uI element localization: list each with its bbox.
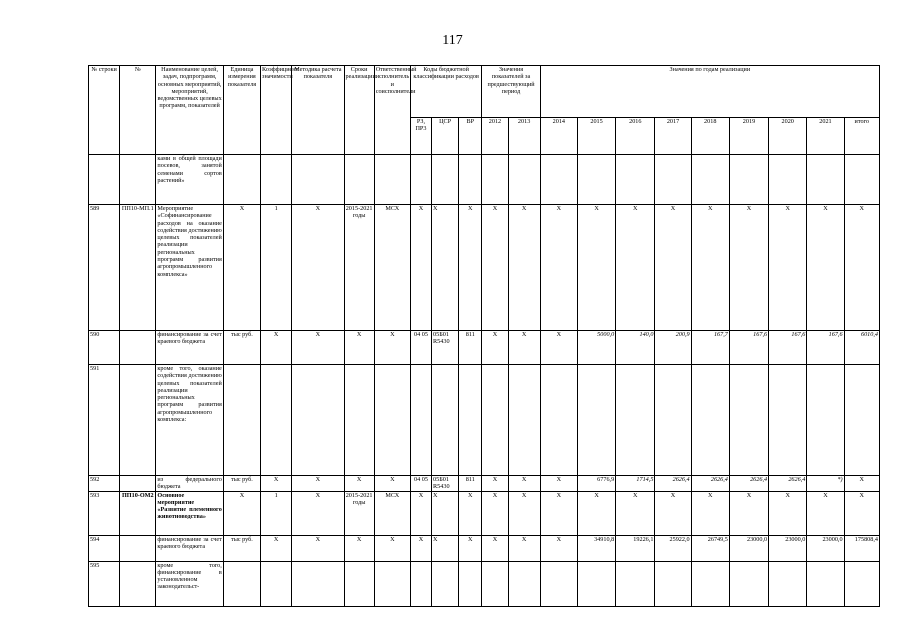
- cell-y2016: 140,0: [616, 331, 655, 365]
- cell-y2013: Х: [508, 205, 540, 331]
- cell-method: [292, 155, 344, 205]
- cell-total: Х: [844, 205, 879, 331]
- cell-unit: Х: [223, 205, 260, 331]
- cell-y2012: [482, 155, 508, 205]
- cell-no: ПП10-ОМ2: [120, 491, 156, 535]
- cell-csr: Х: [432, 535, 459, 561]
- col-header-vr: ВР: [459, 118, 482, 155]
- cell-coef: Х: [261, 331, 292, 365]
- cell-total: 6010,4: [844, 331, 879, 365]
- cell-y2021: Х: [807, 205, 844, 331]
- col-header-2020: 2020: [769, 118, 807, 155]
- cell-line: 593: [89, 491, 120, 535]
- cell-y2014: [540, 155, 577, 205]
- table-row: [89, 535, 880, 561]
- col-header-no: №: [120, 66, 156, 155]
- cell-y2015: 5000,0: [577, 331, 615, 365]
- cell-y2021: Х: [807, 491, 844, 535]
- table-row: [89, 365, 880, 476]
- cell-rz: [410, 365, 431, 476]
- cell-method: Х: [292, 205, 344, 331]
- cell-y2015: Х: [577, 491, 615, 535]
- cell-y2014: Х: [540, 331, 577, 365]
- cell-y2016: 1714,5: [616, 476, 655, 492]
- cell-y2013: Х: [508, 331, 540, 365]
- cell-coef: Х: [261, 476, 292, 492]
- cell-rz: [410, 155, 431, 205]
- table-row: [89, 476, 880, 492]
- cell-y2019: 23000,0: [729, 535, 768, 561]
- cell-rz: Х: [410, 205, 431, 331]
- col-header-2017: 2017: [655, 118, 691, 155]
- cell-y2012: Х: [482, 331, 508, 365]
- col-header-codes: Коды бюджетной классификации расходов: [410, 66, 481, 118]
- cell-no: [120, 535, 156, 561]
- cell-no: [120, 561, 156, 606]
- cell-csr: [432, 561, 459, 606]
- cell-line: 591: [89, 365, 120, 476]
- cell-rz: [410, 561, 431, 606]
- cell-y2020: 167,6: [769, 331, 807, 365]
- cell-csr: [432, 155, 459, 205]
- cell-coef: [261, 561, 292, 606]
- cell-y2020: [769, 365, 807, 476]
- cell-line: 594: [89, 535, 120, 561]
- cell-vr: 811: [459, 331, 482, 365]
- cell-resp: МСХ: [374, 491, 410, 535]
- program-table: [88, 65, 880, 607]
- cell-line: 595: [89, 561, 120, 606]
- cell-y2016: Х: [616, 491, 655, 535]
- cell-y2019: 2626,4: [729, 476, 768, 492]
- cell-line: 590: [89, 331, 120, 365]
- table-row: [89, 331, 880, 365]
- cell-resp: [374, 155, 410, 205]
- cell-total: Х: [844, 491, 879, 535]
- cell-y2020: Х: [769, 205, 807, 331]
- cell-unit: тыс руб.: [223, 331, 260, 365]
- cell-y2018: Х: [691, 205, 729, 331]
- cell-unit: тыс руб.: [223, 476, 260, 492]
- cell-y2013: [508, 365, 540, 476]
- cell-period: [344, 155, 374, 205]
- cell-unit: [223, 155, 260, 205]
- cell-line: 592: [89, 476, 120, 492]
- cell-y2014: Х: [540, 535, 577, 561]
- cell-rz: Х: [410, 535, 431, 561]
- cell-y2020: [769, 561, 807, 606]
- cell-y2014: Х: [540, 205, 577, 331]
- cell-no: ПП10-МП.1: [120, 205, 156, 331]
- cell-y2021: *): [807, 476, 844, 492]
- cell-period: 2015-2021 годы: [344, 491, 374, 535]
- cell-no: [120, 365, 156, 476]
- cell-y2014: [540, 561, 577, 606]
- cell-y2018: [691, 561, 729, 606]
- col-header-2014: 2014: [540, 118, 577, 155]
- cell-y2019: [729, 155, 768, 205]
- cell-y2013: Х: [508, 491, 540, 535]
- cell-y2014: [540, 365, 577, 476]
- cell-y2015: [577, 561, 615, 606]
- cell-coef: Х: [261, 535, 292, 561]
- cell-y2019: Х: [729, 491, 768, 535]
- cell-y2013: [508, 561, 540, 606]
- cell-csr: Х: [432, 491, 459, 535]
- cell-period: Х: [344, 476, 374, 492]
- cell-y2017: 200,9: [655, 331, 691, 365]
- cell-y2014: Х: [540, 476, 577, 492]
- cell-y2013: Х: [508, 476, 540, 492]
- col-header-total: итого: [844, 118, 879, 155]
- cell-y2017: [655, 561, 691, 606]
- col-header-csr: ЦСР: [432, 118, 459, 155]
- cell-unit: Х: [223, 491, 260, 535]
- cell-y2018: Х: [691, 491, 729, 535]
- table-row: [89, 561, 880, 606]
- col-header-2013: 2013: [508, 118, 540, 155]
- table-row: [89, 491, 880, 535]
- cell-y2018: 167,7: [691, 331, 729, 365]
- cell-y2015: 6776,9: [577, 476, 615, 492]
- cell-period: [344, 365, 374, 476]
- cell-y2014: Х: [540, 491, 577, 535]
- page-number: 117: [442, 33, 463, 48]
- cell-y2018: 26749,5: [691, 535, 729, 561]
- col-header-coef: Коэффициент значимости: [261, 66, 292, 155]
- cell-y2020: [769, 155, 807, 205]
- cell-csr: Х: [432, 205, 459, 331]
- cell-y2016: [616, 365, 655, 476]
- cell-resp: Х: [374, 535, 410, 561]
- table-row: [89, 205, 880, 331]
- cell-name: ками в общей площади посевов, занятой семенами сортов растений»: [156, 155, 223, 205]
- cell-y2016: 19226,1: [616, 535, 655, 561]
- cell-y2020: Х: [769, 491, 807, 535]
- cell-method: Х: [292, 491, 344, 535]
- cell-vr: [459, 155, 482, 205]
- cell-y2021: [807, 155, 844, 205]
- cell-vr: [459, 365, 482, 476]
- col-header-years: Значения по годам реализации: [540, 66, 879, 118]
- cell-resp: Х: [374, 331, 410, 365]
- cell-y2017: 25922,0: [655, 535, 691, 561]
- cell-y2012: Х: [482, 476, 508, 492]
- cell-resp: [374, 365, 410, 476]
- cell-period: Х: [344, 331, 374, 365]
- table-header-row: [89, 66, 880, 118]
- cell-y2017: 2626,4: [655, 476, 691, 492]
- cell-vr: Х: [459, 535, 482, 561]
- cell-name: кроме того, оказание содействия достижению целевых показателей реализации региональных программ развития агропромышленного комплекса:: [156, 365, 223, 476]
- col-header-resp: Ответственный исполнитель и соисполнители: [374, 66, 410, 155]
- cell-y2015: 34910,8: [577, 535, 615, 561]
- cell-total: Х: [844, 476, 879, 492]
- cell-coef: 1: [261, 491, 292, 535]
- cell-y2017: Х: [655, 491, 691, 535]
- cell-name: Мероприятие «Софинансирование расходов на оказание содействия достижению целевых показателей реализации региональных программ развития агропромышленного комплекса»: [156, 205, 223, 331]
- col-header-2021: 2021: [807, 118, 844, 155]
- col-header-unit: Единица измерения показателя: [223, 66, 260, 155]
- cell-total: 175808,4: [844, 535, 879, 561]
- cell-coef: [261, 155, 292, 205]
- cell-y2018: [691, 155, 729, 205]
- cell-rz: Х: [410, 491, 431, 535]
- cell-method: Х: [292, 535, 344, 561]
- cell-no: [120, 331, 156, 365]
- cell-y2016: [616, 155, 655, 205]
- cell-name: финансирование за счет краевого бюджета: [156, 535, 223, 561]
- cell-y2021: [807, 365, 844, 476]
- cell-vr: Х: [459, 491, 482, 535]
- cell-y2015: Х: [577, 205, 615, 331]
- col-header-2016: 2016: [616, 118, 655, 155]
- col-header-2018: 2018: [691, 118, 729, 155]
- cell-unit: [223, 561, 260, 606]
- col-header-row-no: № строки: [89, 66, 120, 155]
- cell-vr: 811: [459, 476, 482, 492]
- cell-y2019: 167,6: [729, 331, 768, 365]
- cell-period: [344, 561, 374, 606]
- cell-y2020: 23000,0: [769, 535, 807, 561]
- cell-coef: 1: [261, 205, 292, 331]
- cell-y2021: 23000,0: [807, 535, 844, 561]
- cell-csr: 05Б01 R5430: [432, 331, 459, 365]
- cell-vr: [459, 561, 482, 606]
- col-header-period: Сроки реализации: [344, 66, 374, 155]
- col-header-2019: 2019: [729, 118, 768, 155]
- cell-y2018: 2626,4: [691, 476, 729, 492]
- cell-y2020: 2626,4: [769, 476, 807, 492]
- cell-y2013: [508, 155, 540, 205]
- cell-name: Основное мероприятие «Развитие племенного животноводства»: [156, 491, 223, 535]
- cell-total: [844, 561, 879, 606]
- cell-unit: тыс руб.: [223, 535, 260, 561]
- cell-name: кроме того, финансирование в установленном законодательст-: [156, 561, 223, 606]
- cell-resp: МСХ: [374, 205, 410, 331]
- cell-y2015: [577, 155, 615, 205]
- cell-line: [89, 155, 120, 205]
- col-header-2015: 2015: [577, 118, 615, 155]
- cell-name: финансирование за счет краевого бюджета: [156, 331, 223, 365]
- cell-y2012: Х: [482, 205, 508, 331]
- cell-y2021: [807, 561, 844, 606]
- cell-method: Х: [292, 476, 344, 492]
- cell-method: [292, 561, 344, 606]
- cell-period: Х: [344, 535, 374, 561]
- cell-total: [844, 155, 879, 205]
- col-header-rz: РЗ, ПР3: [410, 118, 431, 155]
- cell-y2019: [729, 561, 768, 606]
- cell-rz: 04 05: [410, 476, 431, 492]
- cell-y2016: Х: [616, 205, 655, 331]
- cell-csr: [432, 365, 459, 476]
- cell-y2012: Х: [482, 491, 508, 535]
- cell-y2017: [655, 155, 691, 205]
- cell-csr: 05Б01 R5430: [432, 476, 459, 492]
- cell-resp: [374, 561, 410, 606]
- cell-y2016: [616, 561, 655, 606]
- cell-line: 589: [89, 205, 120, 331]
- cell-name: из федерального бюджета: [157, 476, 222, 491]
- cell-rz: 04 05: [410, 331, 431, 365]
- cell-coef: [261, 365, 292, 476]
- col-header-name: Наименование целей, задач, подпрограмм, основных мероприятий, мероприятий, ведомственных целевых программ, показателей: [156, 66, 223, 155]
- cell-resp: Х: [374, 476, 410, 492]
- cell-y2012: Х: [482, 535, 508, 561]
- cell-no: [120, 155, 156, 205]
- col-header-prev: Значения показателей за предшествующий период: [482, 66, 540, 118]
- cell-y2019: Х: [729, 205, 768, 331]
- cell-y2015: [577, 365, 615, 476]
- cell-y2013: Х: [508, 535, 540, 561]
- table-body: [89, 155, 880, 607]
- cell-y2012: [482, 365, 508, 476]
- cell-y2017: [655, 365, 691, 476]
- col-header-2012: 2012: [482, 118, 508, 155]
- cell-no: [120, 476, 156, 492]
- cell-total: [844, 365, 879, 476]
- col-header-method: Методика расчета показателя: [292, 66, 344, 155]
- cell-vr: Х: [459, 205, 482, 331]
- cell-unit: [223, 365, 260, 476]
- cell-y2018: [691, 365, 729, 476]
- cell-y2017: Х: [655, 205, 691, 331]
- cell-y2019: [729, 365, 768, 476]
- cell-y2012: [482, 561, 508, 606]
- cell-method: [292, 365, 344, 476]
- cell-y2021: 167,6: [807, 331, 844, 365]
- cell-method: Х: [292, 331, 344, 365]
- table-row: [89, 155, 880, 205]
- cell-period: 2015-2021 годы: [344, 205, 374, 331]
